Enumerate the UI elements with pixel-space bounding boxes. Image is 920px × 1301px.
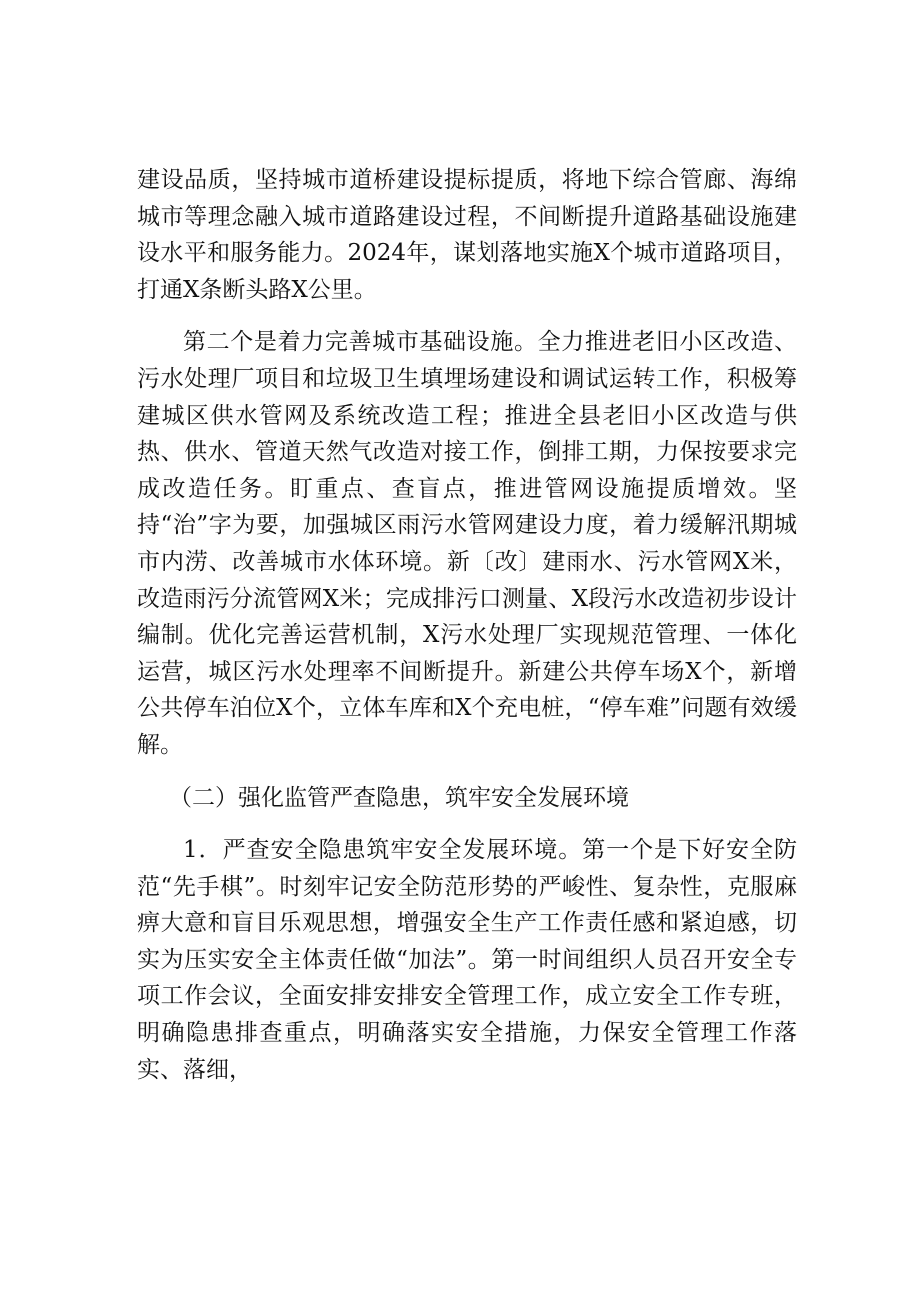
paragraph-safety: 1．严查安全隐患筑牢安全发展环境。第一个是下好安全防范“先手棋”。时刻牢记安全防范形势的严峻性、复杂性，克服麻痹大意和盲目乐观思想，增强安全生产工作责任感和紧迫感，切实为压实安全主体责任做“加法”。第一时间组织人员召开安全专项工作会议，全面安排安排安全管理工作，成立安全工作专班，明确隐患排查重点，明确落实安全措施，力保安全管理工作落实、落细， — [137, 837, 797, 1083]
paragraph-infrastructure: 第二个是着力完善城市基础设施。全力推进老旧小区改造、污水处理厂项目和垃圾卫生填埋场建设和调试运转工作，积极筹建城区供水管网及系统改造工程；推进全县老旧小区改造与供热、供水、管道天然气改造对接工作，倒排工期，力保按要求完成改造任务。盯重点、查盲点，推进管网设施提质增效。坚持“治”字为要，加强城区雨污水管网建设力度，着力缓解汛期城市内涝、改善城市水体环境。新〔改〕建雨水、污水管网X米，改造雨污分流管网X米；完成排污口测量、X段污水改造初步设计编制。优化完善运营机制，X污水处理厂实现规范管理、一体化运营，城区污水处理率不间断提升。新建公共停车场X个，新增公共停车泊位X个，立体车库和X个充电桩，“停车难”问题有效缓解。 — [137, 329, 797, 758]
section-heading: （二）强化监管严查隐患，筑牢安全发展环境 — [169, 784, 629, 811]
paragraph-gap — [137, 308, 797, 324]
paragraph-continued: 建设品质，坚持城市道桥建设提标提质，将地下综合管廊、海绵城市等理念融入城市道路建设过程，不间断提升道路基础设施建设水平和服务能力。2024年，谋划落地实施X个城市道路项目，打通X条断头路X公里。 — [137, 167, 797, 303]
paragraph-gap — [137, 816, 797, 832]
paragraph-gap — [137, 764, 797, 780]
document-body — [137, 162, 797, 1088]
